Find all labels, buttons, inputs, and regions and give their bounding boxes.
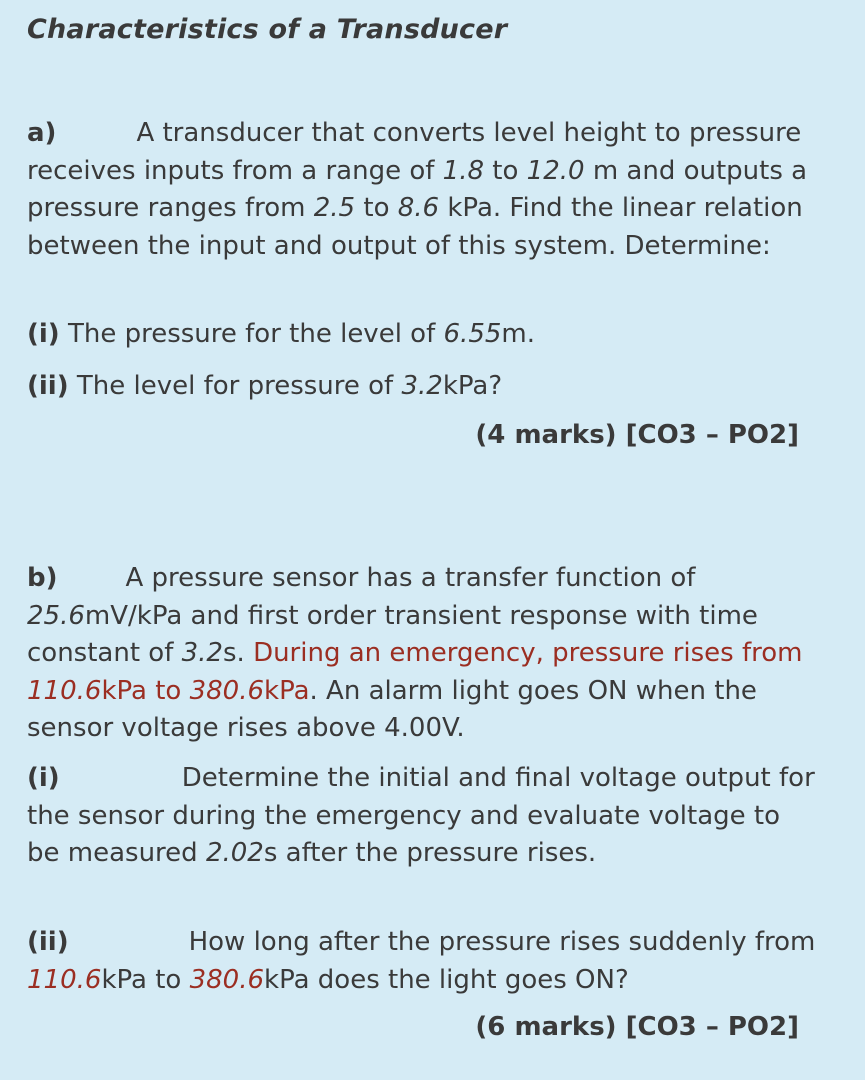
question-b-part-i xyxy=(27,760,817,873)
pressure-to-value: 380.6 xyxy=(189,964,265,995)
question-b-part-ii-label: (ii) xyxy=(27,927,69,957)
question-a-text-2: to xyxy=(484,155,527,186)
question-b-part-i-label: (i) xyxy=(27,763,60,793)
output-min-value: 2.5 xyxy=(313,193,356,223)
level-value: 6.55 xyxy=(443,319,502,349)
question-b-text-1: A pressure sensor has a transfer function of xyxy=(125,563,696,593)
question-b-body xyxy=(27,560,817,748)
input-max-value: 12.0 xyxy=(526,155,585,186)
question-b-part-ii-text-3: kPa does the light goes ON? xyxy=(264,964,629,995)
emergency-text-3: kPa xyxy=(264,675,310,706)
question-a-body xyxy=(27,115,817,265)
question-b-text-2: mV/kPa and first order transient response with time constant of xyxy=(27,600,758,668)
page-title: Characteristics of a Transducer xyxy=(27,14,508,45)
question-a-text-5: kPa. Find the linear relation between the input and output of this system. Determine: xyxy=(27,193,803,261)
question-a-part-ii xyxy=(27,368,817,406)
question-a-part-i-text: The pressure for the level of xyxy=(59,319,444,349)
question-a-part-ii-text: The level for pressure of xyxy=(68,371,402,401)
question-b-part-ii-text-2: kPa to xyxy=(101,964,190,995)
time-constant-value: 3.2 xyxy=(181,638,223,668)
question-b-part-ii xyxy=(27,924,817,999)
question-b-marks: (6 marks) [CO3 – PO2] xyxy=(475,1012,799,1042)
question-b-part-i-text-1: Determine the initial and final voltage output for the sensor during the emergency and evaluate voltage to be measured xyxy=(27,763,815,868)
question-a-text-4: to xyxy=(355,193,398,223)
question-b-part-ii-text-1: How long after the pressure rises suddenly from xyxy=(188,927,816,957)
pressure-value: 3.2 xyxy=(401,371,443,401)
input-min-value: 1.8 xyxy=(442,155,485,186)
pressure-from-value: 110.6 xyxy=(27,964,102,995)
level-unit: m. xyxy=(501,319,535,349)
question-b-label: b) xyxy=(27,563,58,593)
question-b-part-i-text-2: s after the pressure rises. xyxy=(263,838,597,868)
question-a-marks: (4 marks) [CO3 – PO2] xyxy=(475,420,799,450)
question-b-text-4: . An alarm light goes ON when the sensor voltage rises above 4.00V. xyxy=(27,675,757,743)
pressure-unit: kPa? xyxy=(442,371,503,401)
question-a-part-i-label: (i) xyxy=(27,319,60,349)
question-a-text-3: m and outputs a pressure ranges from xyxy=(27,155,808,223)
question-b-text-3: s. xyxy=(222,638,254,668)
question-a-part-ii-label: (ii) xyxy=(27,371,69,401)
question-a-text-1: A transducer that converts level height to pressure receives inputs from a range of xyxy=(27,118,802,186)
transfer-function-value: 25.6 xyxy=(27,600,85,631)
pressure-initial-value: 110.6 xyxy=(27,675,102,706)
output-max-value: 8.6 xyxy=(397,193,440,223)
emergency-text-1: During an emergency, pressure rises from xyxy=(253,638,803,668)
question-a-part-i xyxy=(27,316,817,354)
question-a-label: a) xyxy=(27,118,57,148)
pressure-final-value: 380.6 xyxy=(189,675,265,706)
emergency-text-2: kPa to xyxy=(101,675,190,706)
elapsed-time-value: 2.02 xyxy=(205,838,264,868)
